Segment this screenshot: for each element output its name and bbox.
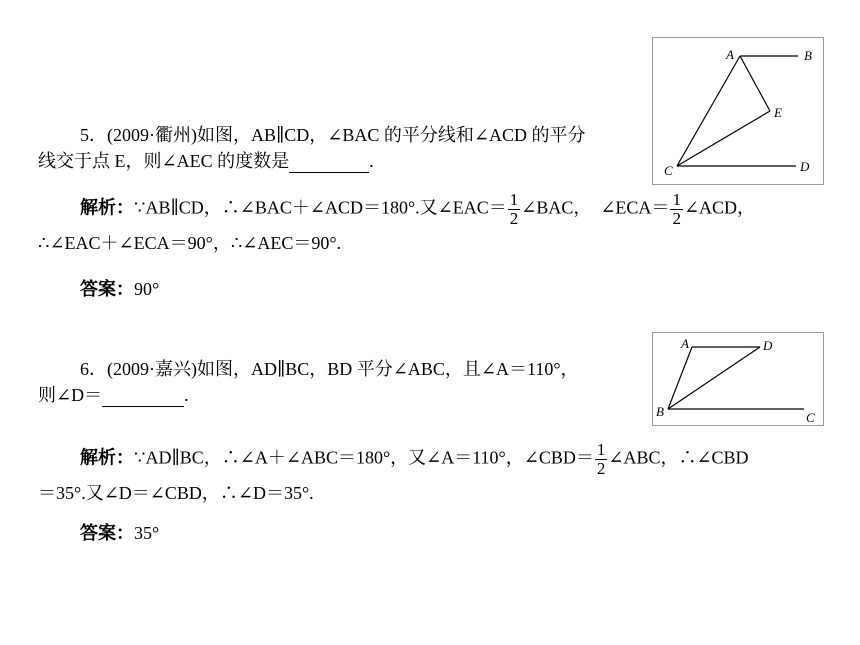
q6-solution-line2: ＝35°.又∠D＝∠CBD，∴∠D＝35°. — [38, 483, 314, 503]
q5-stem-text: 5．(2009·衢州)如图，AB∥CD，∠BAC 的平分线和∠ACD 的平分 — [80, 125, 586, 145]
q5-answer — [80, 277, 159, 301]
answer-blank — [102, 388, 184, 407]
answer-value: 35° — [134, 523, 160, 543]
label-c: C — [806, 410, 815, 425]
fraction-half: $\frac{1}{2}$ — [596, 440, 606, 478]
label-e: E — [774, 105, 782, 120]
label-b: B — [804, 48, 812, 63]
fraction-half: $\frac{1}{2}$ — [672, 190, 681, 228]
q5-solution-line2: ∴∠EAC＋∠ECA＝90°，∴∠AEC＝90°. — [38, 233, 342, 253]
q6-answer — [80, 521, 159, 545]
answer-blank — [289, 154, 369, 173]
segment-ae — [740, 56, 770, 111]
q6-solution-line1: 解析：∵AD∥BC，∴∠A＋∠ABC＝180°，又∠A＝110°，∠CBD＝ $\frac{1}{2}$ ∠ABC，∴∠CBD — [80, 440, 749, 478]
q5-solution-line1: 解析：∵AB∥CD，∴∠BAC＋∠ACD＝180°.又∠EAC＝ $\frac{1}{2}$ ∠BAC， ∠ECA＝ $\frac{1}{2}$ ∠ACD， — [80, 190, 756, 228]
q5-figure — [652, 37, 824, 185]
q5-stem-line2: 线交于点 E，则∠AEC 的度数是 . — [38, 151, 374, 171]
solution-label: 解析： — [80, 447, 134, 468]
q6-stem-line2: 则∠D＝ . — [38, 385, 189, 405]
solution-label: 解析： — [80, 197, 134, 218]
answer-label: 答案： — [80, 279, 134, 299]
segment-bd — [668, 347, 760, 409]
fraction-half: $\frac{1}{2}$ — [509, 190, 519, 228]
label-b: B — [656, 404, 664, 419]
segment-ac — [677, 56, 740, 166]
q6-stem-text: 6．(2009·嘉兴)如图，AD∥BC，BD 平分∠ABC，且∠A＝110°， — [80, 359, 579, 379]
segment-ec — [677, 111, 770, 166]
q6-stem-line1 — [80, 357, 579, 381]
label-c: C — [664, 163, 673, 178]
answer-value: 90° — [134, 279, 160, 299]
label-a: A — [726, 47, 734, 62]
segment-ab — [668, 347, 692, 409]
label-d: D — [763, 338, 773, 353]
q6-figure — [652, 332, 824, 426]
answer-label: 答案： — [80, 523, 134, 543]
label-d: D — [800, 159, 810, 174]
q5-stem-line1 — [80, 123, 585, 147]
label-a: A — [681, 336, 689, 351]
